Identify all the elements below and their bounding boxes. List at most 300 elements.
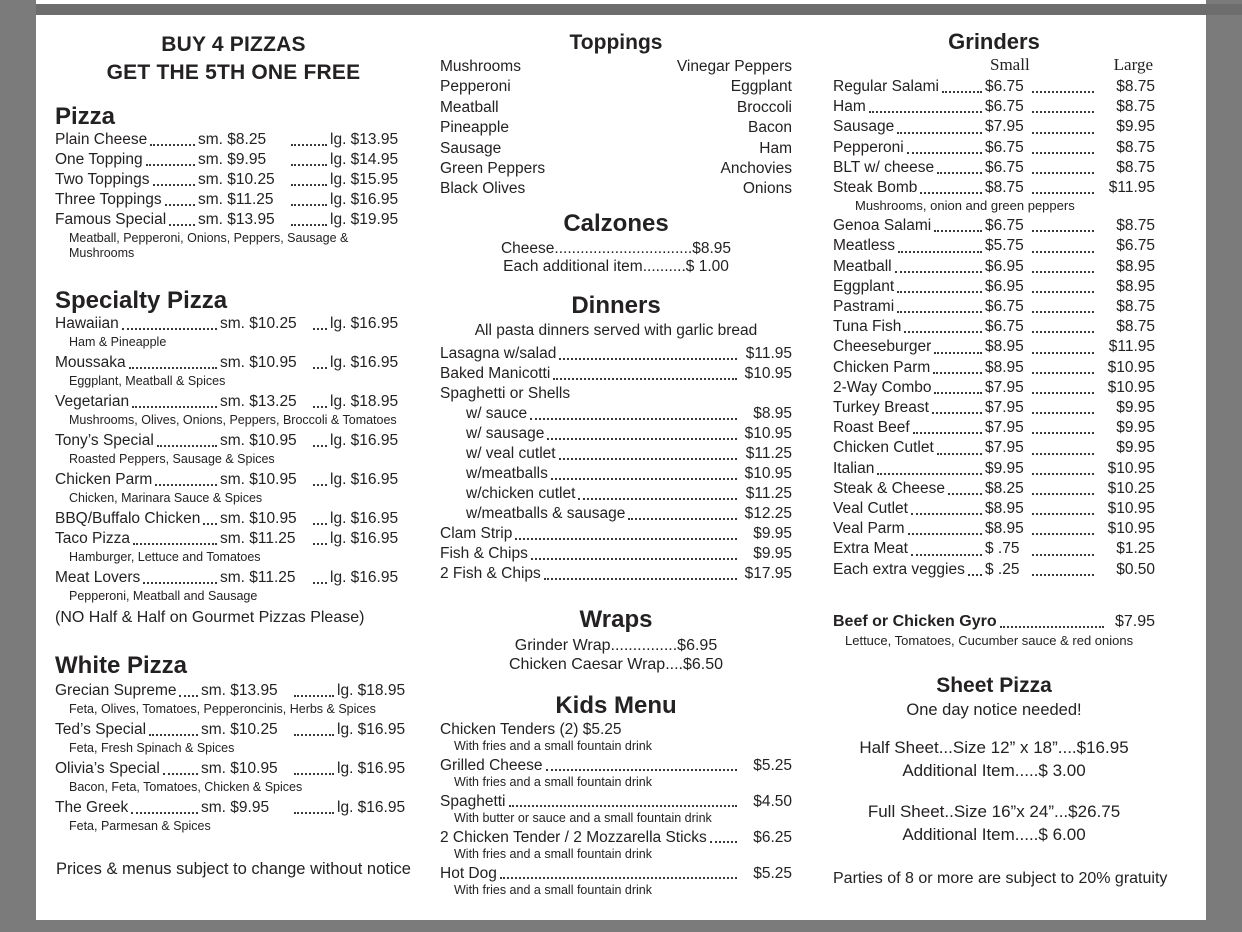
menu-item-row [833, 378, 1155, 398]
dot-leader [920, 192, 982, 194]
menu-item-row [55, 509, 412, 529]
item-note: Meatball, Pepperoni, Onions, Peppers, Sausage & Mushrooms [69, 231, 349, 260]
item-note: Pepperoni, Meatball and Sausage [69, 589, 258, 603]
menu-item-row [833, 418, 1155, 438]
item-price-small: sm. $11.25 [198, 191, 274, 208]
dot-leader [313, 582, 327, 584]
item-price-small: sm. $10.95 [220, 432, 297, 449]
dot-leader [1032, 574, 1094, 576]
menu-item-row [833, 77, 1155, 97]
item-price-large: $9.95 [1116, 439, 1155, 457]
item-price-large: lg. $16.95 [330, 432, 399, 449]
dot-leader [515, 538, 737, 540]
item-name: Chicken Parm [833, 358, 931, 376]
sheet-pizza-heading: Sheet Pizza [936, 673, 1052, 697]
item-price: $11.25 [745, 444, 792, 462]
dot-leader [1032, 432, 1094, 434]
item-note: Mushrooms, onion and green peppers [855, 198, 1075, 214]
specialty-pizza-list [55, 314, 412, 604]
dot-leader [933, 372, 982, 374]
item-price-large: lg. $16.95 [330, 569, 399, 586]
promo-line-2: GET THE 5TH ONE FREE [106, 61, 361, 84]
menu-item-row [833, 539, 1155, 559]
item-note: With fries and a small fountain drink [454, 774, 653, 789]
dot-leader [132, 406, 217, 408]
item-price-large: $8.75 [1116, 318, 1155, 336]
menu-item-row [466, 484, 792, 504]
menu-item-row [55, 529, 412, 549]
item-price: $12.25 [744, 504, 792, 522]
item-name: w/ sauce [466, 404, 528, 422]
item-name: Baked Manicotti [440, 364, 551, 382]
dot-leader [291, 204, 327, 206]
dot-leader [578, 498, 737, 500]
item-price-large: $8.95 [1116, 277, 1155, 295]
sheet-pizza-subtitle: One day notice needed! [906, 700, 1082, 719]
kids-menu-heading: Kids Menu [555, 691, 677, 719]
item-name: The Greek [55, 799, 129, 816]
dot-leader [934, 392, 982, 394]
item-price-small: $6.75 [985, 98, 1024, 116]
prices-subject-to-change-note: Prices & menus subject to change without notice [56, 860, 411, 878]
item-price-large: $10.95 [1107, 378, 1155, 396]
dot-leader [146, 164, 195, 166]
item-name: 2 Chicken Tender / 2 Mozzarella Sticks [440, 828, 707, 846]
menu-item-row [55, 798, 412, 818]
item-price-large: $10.25 [1107, 479, 1155, 497]
item-name: Genoa Salami [833, 217, 932, 235]
item-price: $11.25 [745, 484, 792, 502]
item-price-small: $8.95 [985, 500, 1024, 518]
menu-item-row [833, 317, 1155, 337]
menu-item-row [55, 720, 412, 740]
item-name: Roast Beef [833, 419, 910, 437]
toppings-right-column [616, 57, 792, 200]
item-name: One Topping [55, 151, 143, 168]
item-name: w/ veal cutlet [466, 444, 556, 462]
menu-item-row [833, 358, 1155, 378]
item-price-large: $10.95 [1107, 358, 1155, 376]
item-price-large: $11.95 [1108, 179, 1155, 197]
menu-line: Black Olives [440, 180, 526, 198]
menu-line: Half Sheet...Size 12” x 18”....$16.95 [859, 737, 1129, 757]
dot-leader [1032, 111, 1094, 113]
item-price-small: $7.95 [985, 399, 1024, 417]
menu-item-row [833, 158, 1155, 178]
item-price-small: sm. $13.25 [220, 393, 297, 410]
item-price-large: $8.75 [1116, 138, 1155, 156]
dot-leader [294, 812, 334, 814]
dot-leader [897, 291, 982, 293]
toppings-left-column [440, 57, 616, 200]
menu-item-row [833, 117, 1155, 137]
menu-item-row [440, 544, 792, 564]
item-price-small: sm. $10.25 [201, 721, 278, 738]
half-sheet-lines [819, 736, 1169, 782]
item-price-small: $8.75 [985, 179, 1024, 197]
item-price-small: $6.75 [985, 158, 1024, 176]
menu-line: Anchovies [720, 160, 792, 178]
dot-leader [869, 111, 982, 113]
item-price-large: $6.75 [1116, 237, 1155, 255]
item-price-large: lg. $14.95 [330, 151, 399, 168]
gyro-item-row [833, 612, 1155, 632]
dot-leader [897, 132, 982, 134]
item-name: Each extra veggies [833, 560, 965, 578]
toppings-heading: Toppings [569, 31, 663, 54]
item-name: Chicken Cutlet [833, 439, 934, 457]
item-price: $10.95 [744, 424, 792, 442]
item-price-large: $10.95 [1107, 500, 1155, 518]
item-price-small: sm. $11.25 [220, 530, 296, 547]
dot-leader [1032, 473, 1094, 475]
dot-leader [1032, 311, 1094, 313]
wraps-heading: Wraps [579, 605, 653, 633]
item-note: With fries and a small fountain drink [454, 738, 653, 753]
item-price-large: $11.95 [1108, 338, 1155, 356]
dot-leader [897, 311, 982, 313]
dinners-heading: Dinners [571, 291, 661, 319]
item-price: $10.95 [744, 364, 792, 382]
item-price-large: lg. $16.95 [330, 510, 399, 527]
menu-item-row [833, 499, 1155, 519]
dot-leader [143, 582, 217, 584]
dot-leader [907, 152, 982, 154]
specialty-pizza-heading: Specialty Pizza [55, 287, 228, 314]
item-name: Tony’s Special [55, 432, 154, 449]
item-price-small: sm. $9.95 [198, 151, 267, 168]
dot-leader [530, 418, 737, 420]
dot-leader [948, 493, 982, 495]
item-price-small: $8.95 [985, 358, 1024, 376]
dot-leader [628, 518, 737, 520]
item-name: Cheeseburger [833, 338, 932, 356]
dot-leader [1032, 192, 1094, 194]
item-name: Steak & Cheese [833, 479, 946, 497]
white-pizza-heading: White Pizza [55, 652, 188, 679]
menu-item-row [833, 479, 1155, 499]
dot-leader [942, 91, 982, 93]
menu-line: Ham [759, 139, 792, 157]
dot-leader [559, 358, 737, 360]
menu-item-row [833, 236, 1155, 256]
dot-leader [149, 734, 198, 736]
item-price-large: $9.95 [1116, 399, 1155, 417]
item-price-large: lg. $18.95 [337, 682, 406, 699]
dot-leader [1032, 533, 1094, 535]
item-price-large: $9.95 [1116, 118, 1155, 136]
item-note: Roasted Peppers, Sausage & Spices [69, 452, 275, 466]
dot-leader [908, 533, 982, 535]
menu-item-row [833, 519, 1155, 539]
item-name: Spaghetti or Shells [440, 384, 571, 402]
item-name: Hawaiian [55, 315, 119, 332]
dot-leader [932, 412, 982, 414]
dot-leader [291, 184, 327, 186]
item-price-small: sm. $13.95 [201, 682, 278, 699]
menu-item-row [440, 864, 792, 883]
dot-leader [877, 473, 982, 475]
dot-leader [294, 734, 334, 736]
menu-line: Mushrooms [440, 58, 521, 75]
item-name: Turkey Breast [833, 399, 929, 417]
item-price: $5.25 [753, 756, 792, 774]
item-name: Famous Special [55, 211, 167, 228]
item-price-small: $6.95 [985, 257, 1024, 275]
menu-line: Pineapple [440, 119, 509, 137]
item-price-small: $6.75 [985, 138, 1024, 156]
item-name: w/meatballs [466, 464, 548, 482]
item-price-small: $7.95 [985, 439, 1024, 457]
item-name: Taco Pizza [55, 530, 130, 547]
item-name: Meatball [833, 257, 892, 275]
item-price-large: $9.95 [1116, 419, 1155, 437]
dot-leader [911, 513, 982, 515]
dot-leader [937, 172, 982, 174]
dot-leader [313, 543, 327, 545]
dot-leader [913, 432, 982, 434]
dot-leader [895, 271, 982, 273]
item-price-small: $6.75 [985, 298, 1024, 316]
dot-leader [1000, 626, 1104, 628]
dot-leader [1032, 251, 1094, 253]
item-price: $9.95 [753, 524, 792, 542]
dot-leader [294, 695, 334, 697]
menu-item-row [440, 828, 792, 847]
item-name: Grecian Supreme [55, 682, 177, 699]
grinders-heading: Grinders [948, 29, 1040, 54]
item-price-large: lg. $16.95 [337, 721, 406, 738]
item-price-large: $8.75 [1116, 298, 1155, 316]
item-price-large: $8.95 [1116, 257, 1155, 275]
item-price-small: sm. $11.25 [220, 569, 296, 586]
dot-leader [291, 164, 327, 166]
item-price-large: $8.75 [1116, 158, 1155, 176]
menu-item-row [466, 464, 792, 484]
item-name: Veal Cutlet [833, 500, 908, 518]
item-name: Olivia’s Special [55, 760, 160, 777]
dot-leader [291, 144, 327, 146]
menu-line: Green Peppers [440, 160, 546, 178]
item-name: Chicken Parm [55, 471, 153, 488]
grinders-size-labels [833, 55, 1155, 75]
menu-item-row [55, 130, 412, 150]
dot-leader [934, 352, 982, 354]
dot-leader [155, 484, 217, 486]
menu-line: Additional Item.....$ 3.00 [902, 760, 1086, 780]
item-note: Hamburger, Lettuce and Tomatoes [69, 550, 261, 564]
item-name: Pastrami [833, 298, 895, 316]
dot-leader [904, 331, 982, 333]
item-price-large: $8.75 [1116, 217, 1155, 235]
menu-item-row [440, 524, 792, 544]
menu-item-row [833, 257, 1155, 277]
white-pizza-list [55, 681, 412, 834]
dot-leader [546, 769, 737, 771]
item-note: Eggplant, Meatball & Spices [69, 374, 226, 388]
item-price-large: $1.25 [1116, 540, 1155, 558]
item-price-small: $8.95 [985, 520, 1024, 538]
calzones-list [440, 240, 792, 276]
item-name: Lasagna w/salad [440, 344, 557, 362]
item-name: Grilled Cheese [440, 756, 543, 774]
menu-item-row [833, 277, 1155, 297]
menu-item-row [440, 792, 792, 811]
dot-leader [531, 558, 737, 560]
menu-item-row [466, 504, 792, 524]
dot-leader [313, 523, 327, 525]
no-half-and-half-note: (NO Half & Half on Gourmet Pizzas Please) [55, 609, 365, 626]
menu-item-row [833, 97, 1155, 117]
menu-line: Bacon [748, 119, 792, 137]
item-name: Regular Salami [833, 78, 939, 95]
dot-leader [500, 877, 737, 879]
menu-line: Full Sheet..Size 16”x 24”...$26.75 [867, 801, 1121, 821]
menu-item-row [833, 216, 1155, 236]
item-name: Spaghetti [440, 792, 506, 810]
item-price: $17.95 [744, 564, 792, 582]
item-price-small: $8.25 [985, 479, 1024, 497]
menu-item-row [833, 459, 1155, 479]
item-name: w/ sausage [466, 424, 545, 442]
item-price-small: sm. $8.25 [198, 131, 267, 148]
item-price-small: $5.75 [985, 237, 1024, 255]
item-name: 2-Way Combo [833, 378, 932, 396]
item-note: Chicken, Marinara Sauce & Spices [69, 491, 263, 505]
item-price-small: $ .75 [985, 540, 1020, 558]
item-note: Mushrooms, Olives, Onions, Peppers, Broccoli & Tomatoes [69, 413, 397, 427]
dot-leader [509, 805, 738, 807]
item-name: Meatless [833, 237, 896, 255]
item-price-small: $7.95 [985, 378, 1024, 396]
item-price-large: lg. $15.95 [330, 171, 399, 188]
dot-leader [1032, 172, 1094, 174]
item-name: Pepperoni [833, 138, 904, 156]
left-column [55, 15, 412, 879]
dot-leader [131, 812, 198, 814]
item-price: $9.95 [753, 544, 792, 562]
item-price: $5.25 [753, 864, 792, 882]
dot-leader [1032, 271, 1094, 273]
dot-leader [1032, 493, 1094, 495]
dot-leader [150, 144, 195, 146]
item-price-large: lg. $16.95 [337, 799, 406, 816]
menu-item-row [55, 392, 412, 412]
dot-leader [1032, 453, 1094, 455]
item-price-small: sm. $10.95 [220, 471, 297, 488]
menu-item-row [55, 150, 412, 170]
item-name: Extra Meat [833, 540, 908, 558]
menu-line: Additional Item.....$ 6.00 [902, 824, 1086, 844]
item-price-large: $0.50 [1116, 560, 1155, 578]
menu-item-row [55, 431, 412, 451]
item-price-large: lg. $16.95 [330, 471, 399, 488]
item-price-large: lg. $16.95 [330, 315, 399, 332]
item-price-small: sm. $13.95 [198, 211, 275, 228]
item-name: Meat Lovers [55, 569, 141, 586]
menu-item-row [833, 138, 1155, 158]
grinders-large-label: Large [1113, 55, 1153, 74]
menu-item-row [833, 337, 1155, 357]
item-price-large: $10.95 [1107, 459, 1155, 477]
item-name: Ham [833, 98, 866, 116]
dot-leader [1032, 372, 1094, 374]
promo-banner [55, 31, 412, 87]
dot-leader [163, 773, 198, 775]
dinners-subtitle: All pasta dinners served with garlic bread [474, 321, 758, 339]
item-name: Three Toppings [55, 191, 162, 208]
dot-leader [1032, 513, 1094, 515]
item-name: Italian [833, 459, 875, 477]
wraps-list [440, 636, 792, 674]
menu-item-row [833, 398, 1155, 418]
dot-leader [203, 523, 217, 525]
right-column [833, 15, 1168, 888]
item-name: 2 Fish & Chips [440, 564, 541, 582]
dot-leader [898, 251, 982, 253]
calzones-heading: Calzones [563, 209, 669, 237]
item-price: $6.25 [753, 828, 792, 846]
promo-line-1: BUY 4 PIZZAS [161, 33, 306, 56]
menu-item-row [55, 470, 412, 490]
item-name: Tuna Fish [833, 318, 902, 336]
item-price-large: lg. $16.95 [337, 760, 406, 777]
item-name: Moussaka [55, 354, 126, 371]
item-price-large: lg. $19.95 [330, 211, 399, 228]
grinders-list [833, 77, 1155, 580]
grinders-small-label: Small [990, 55, 1030, 74]
gratuity-note: Parties of 8 or more are subject to 20% gratuity [833, 869, 1168, 887]
menu-item-row [833, 297, 1155, 317]
dot-leader [1032, 554, 1094, 556]
dot-leader [179, 695, 198, 697]
menu-item-row [440, 364, 792, 384]
dot-leader [968, 574, 982, 576]
dot-leader [313, 367, 327, 369]
menu-item-row [833, 178, 1155, 198]
dot-leader [1032, 331, 1094, 333]
item-price-small: $9.95 [985, 459, 1024, 477]
item-price-small: sm. $10.95 [201, 760, 278, 777]
dot-leader [544, 578, 737, 580]
menu-item-row [55, 190, 412, 210]
item-name: Veal Parm [833, 520, 905, 538]
menu-page [36, 15, 1206, 920]
kids-menu-list [440, 720, 792, 898]
menu-item-row [440, 720, 792, 739]
item-name: w/chicken cutlet [466, 484, 576, 502]
item-name: Hot Dog [440, 864, 497, 882]
dot-leader [1032, 412, 1094, 414]
dot-leader [911, 554, 982, 556]
item-name: Vegetarian [55, 393, 130, 410]
item-price-large: lg. $16.95 [330, 191, 399, 208]
menu-line: Pepperoni [440, 78, 511, 96]
menu-item-row [833, 560, 1155, 580]
item-note: Ham & Pineapple [69, 335, 167, 349]
middle-column [440, 15, 792, 900]
menu-line: Chicken Caesar Wrap....$6.50 [508, 655, 724, 673]
item-name: Sausage [833, 118, 895, 136]
dot-leader [1032, 152, 1094, 154]
item-price: $7.95 [1114, 612, 1155, 630]
menu-line: Eggplant [730, 78, 792, 96]
full-sheet-lines [819, 800, 1169, 846]
item-name: Chicken Tenders (2) $5.25 [440, 720, 622, 738]
scan-top-band [36, 4, 1242, 15]
dot-leader [559, 458, 737, 460]
dot-leader [313, 328, 327, 330]
